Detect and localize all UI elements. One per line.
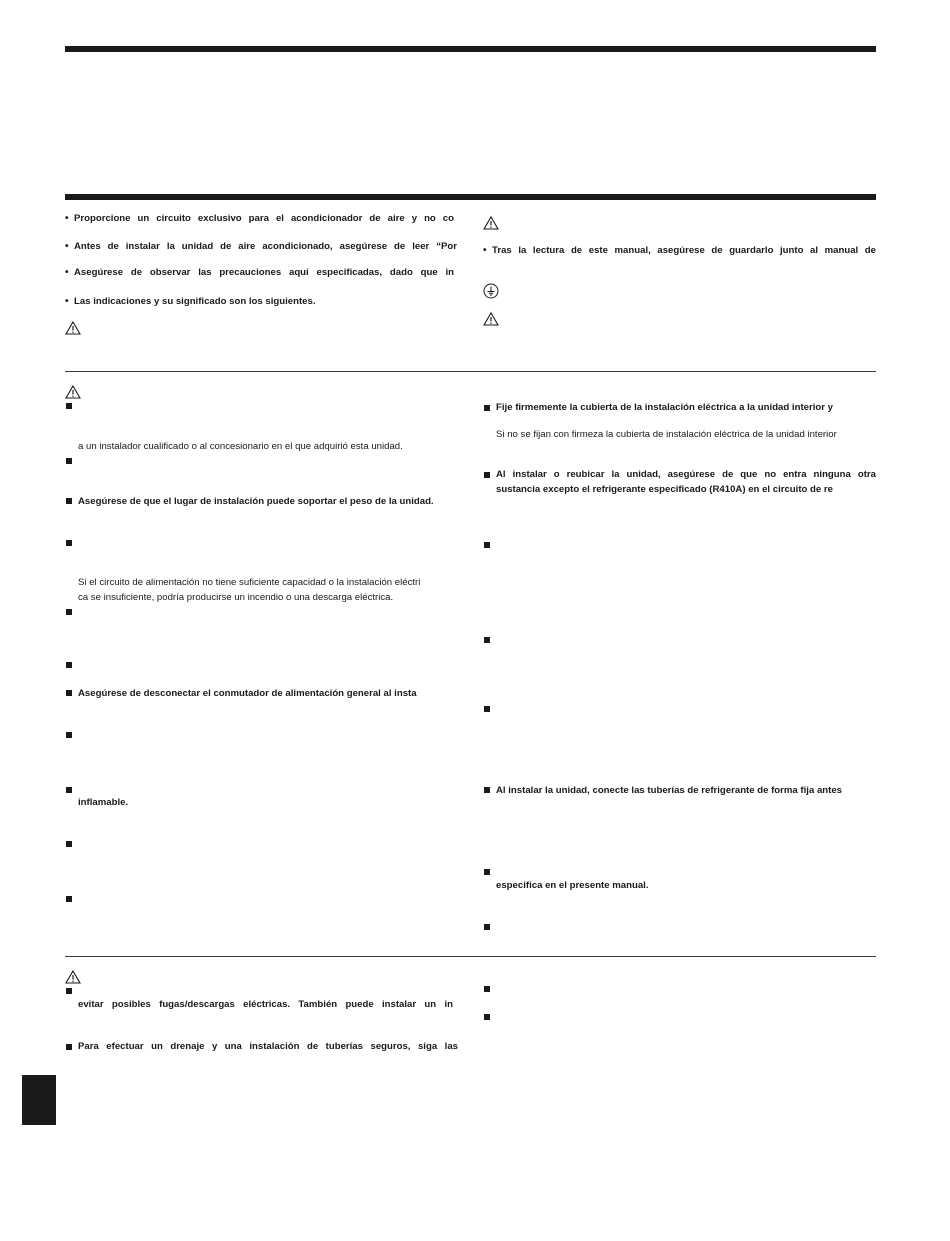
square-bullet-icon xyxy=(66,498,72,504)
intro-item: Tras la lectura de este manual, asegúrese de guardarlo junto al manual de xyxy=(492,245,876,256)
cover-note: Si no se fijan con firmeza la cubierta de instalación eléctrica de la unidad interior xyxy=(496,429,837,440)
square-bullet-icon xyxy=(484,869,490,875)
page-side-tab xyxy=(22,1075,56,1125)
square-bullet-icon xyxy=(484,924,490,930)
square-bullet-icon xyxy=(66,540,72,546)
intro-item: Las indicaciones y su significado son los siguientes. xyxy=(74,296,316,307)
square-bullet-icon xyxy=(484,405,490,411)
bullet-dot: • xyxy=(65,296,69,307)
divider xyxy=(65,371,876,372)
warning-triangle-icon xyxy=(483,215,499,231)
square-bullet-icon xyxy=(484,787,490,793)
square-bullet-icon xyxy=(484,706,490,712)
section-rule xyxy=(65,194,876,200)
warning-triangle-icon xyxy=(65,384,81,400)
relocate-item-cont: sustancia excepto el refrigerante especificado (R410A) en el circuito de re xyxy=(496,484,833,495)
warning-triangle-icon xyxy=(65,320,81,336)
leak-line: evitar posibles fugas/descargas eléctricas. También puede instalar un in xyxy=(78,999,453,1010)
bullet-dot: • xyxy=(483,245,487,256)
bullet-dot: • xyxy=(65,241,69,252)
intro-item: Asegúrese de observar las precauciones aquí especificadas, dado que in xyxy=(74,267,454,278)
square-bullet-icon xyxy=(66,988,72,994)
ground-symbol-icon xyxy=(483,283,499,299)
square-bullet-icon xyxy=(66,787,72,793)
bullet-dot: • xyxy=(65,213,69,224)
circuit-note: ca se insuficiente, podría producirse un incendio o una descarga eléctrica. xyxy=(78,592,394,603)
relocate-item: Al instalar o reubicar la unidad, asegúrese de que no entra ninguna otra xyxy=(496,469,876,480)
installer-note: a un instalador cualificado o al concesionario en el que adquirió esta unidad. xyxy=(78,441,403,452)
square-bullet-icon xyxy=(484,1014,490,1020)
weight-item: Asegúrese de que el lugar de instalación puede soportar el peso de la unidad. xyxy=(78,496,434,507)
square-bullet-icon xyxy=(66,690,72,696)
square-bullet-icon xyxy=(66,662,72,668)
square-bullet-icon xyxy=(66,609,72,615)
square-bullet-icon xyxy=(66,458,72,464)
square-bullet-icon xyxy=(66,403,72,409)
cover-item: Fije firmemente la cubierta de la instalación eléctrica a la unidad interior y xyxy=(496,402,833,413)
bullet-dot: • xyxy=(65,267,69,278)
square-bullet-icon xyxy=(66,1044,72,1050)
flammable-tail: inflamable. xyxy=(78,797,129,808)
square-bullet-icon xyxy=(484,472,490,478)
drain-item: Para efectuar un drenaje y una instalación de tuberías seguros, siga las xyxy=(78,1041,458,1052)
piping-item: Al instalar la unidad, conecte las tuberías de refrigerante de forma fija antes xyxy=(496,785,843,796)
intro-item: Proporcione un circuito exclusivo para el acondicionador de aire y no co xyxy=(74,213,454,224)
square-bullet-icon xyxy=(66,732,72,738)
top-rule xyxy=(65,46,876,52)
square-bullet-icon xyxy=(484,542,490,548)
warning-triangle-icon xyxy=(65,969,81,985)
intro-item: Antes de instalar la unidad de aire acondicionado, asegúrese de leer “Por xyxy=(74,241,457,252)
circuit-note: Si el circuito de alimentación no tiene suficiente capacidad o la instalación eléctri xyxy=(78,577,421,588)
divider xyxy=(65,956,876,957)
square-bullet-icon xyxy=(66,896,72,902)
manual-tail: especifica en el presente manual. xyxy=(496,880,649,891)
square-bullet-icon xyxy=(484,986,490,992)
square-bullet-icon xyxy=(484,637,490,643)
warning-triangle-icon xyxy=(483,311,499,327)
disconnect-item: Asegúrese de desconectar el conmutador de alimentación general al insta xyxy=(78,688,417,699)
square-bullet-icon xyxy=(66,841,72,847)
